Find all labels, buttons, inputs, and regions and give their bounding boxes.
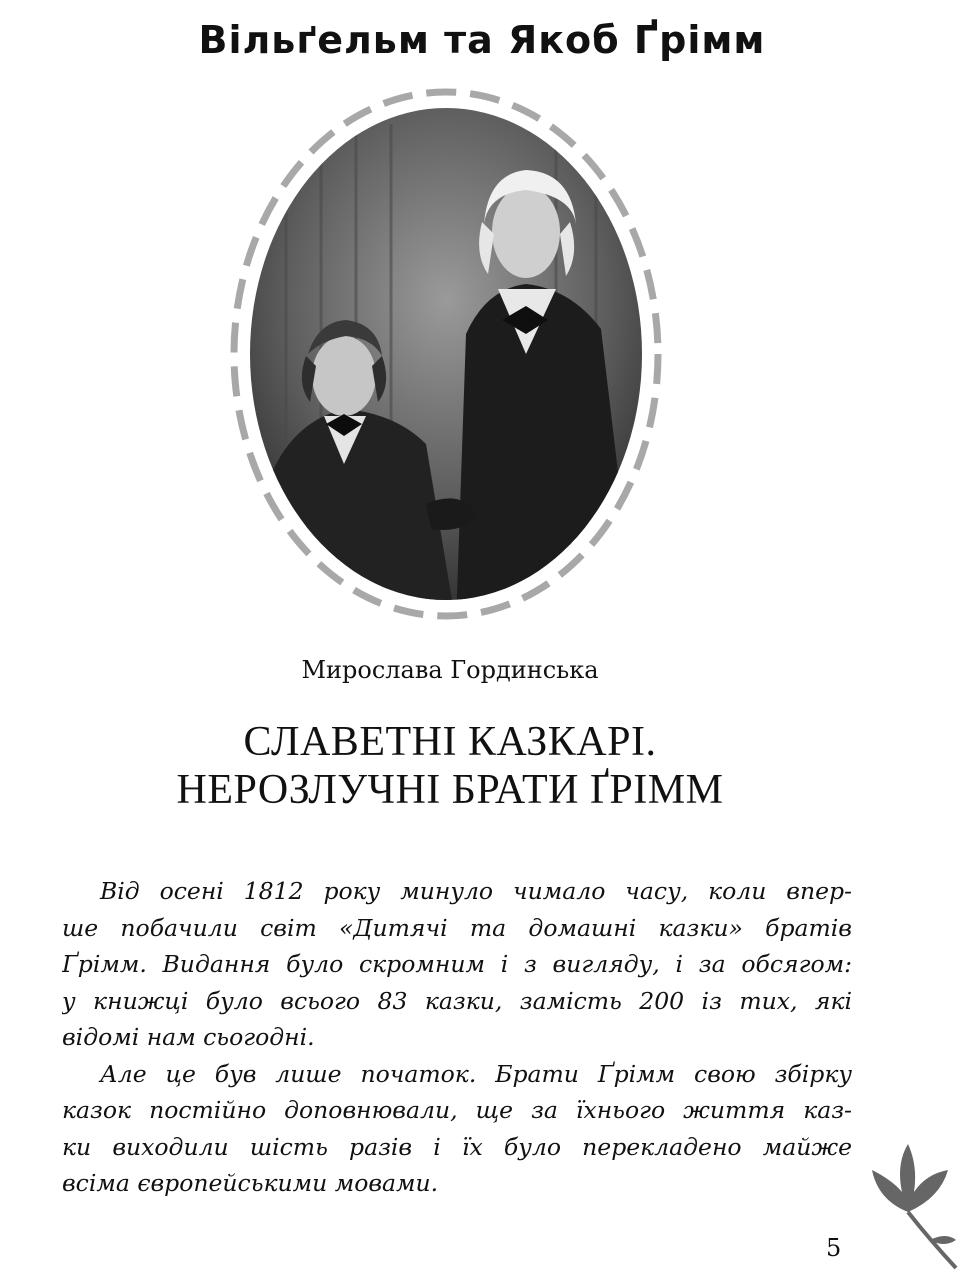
- text-line: Від осені 1812 року минуло чимало часу, коли впер-: [100, 877, 852, 905]
- brothers-grimm-portrait: [226, 84, 666, 624]
- text-line: ше побачили світ «Дитячі та домашні казки» братів: [62, 913, 852, 942]
- text-line: ки виходили шість разів і їх було перекладено майже: [62, 1132, 852, 1161]
- portrait-frame: [226, 84, 666, 624]
- text-line: Ґрімм. Видання було скромним і з вигляду, і за обсягом:: [62, 950, 852, 978]
- page-header-title: Вільґельм та Якоб Ґрімм: [198, 18, 766, 62]
- story-text: [62, 873, 852, 1202]
- text-line: у книжці було всього 83 казки, замість 200 із тих, які: [62, 986, 852, 1015]
- page-number: 5: [826, 1234, 842, 1262]
- text-line: відомі нам сьогодні.: [62, 1023, 315, 1051]
- story-title-line: НЕРОЗЛУЧНІ БРАТИ ҐРІММ: [176, 767, 724, 813]
- text-line: казок постійно доповнювали, ще за їхнього життя каз-: [62, 1096, 852, 1124]
- story-title: [0, 718, 900, 814]
- text-line: всіма європейськими мовами.: [62, 1169, 439, 1197]
- author-name: Мирослава Гординська: [301, 656, 599, 684]
- flower-icon: [868, 1140, 964, 1285]
- text-line: Але це був лише початок. Брати Ґрімм свою збірку: [100, 1059, 852, 1088]
- story-title-line: СЛАВЕТНІ КАЗКАРІ.: [243, 719, 657, 765]
